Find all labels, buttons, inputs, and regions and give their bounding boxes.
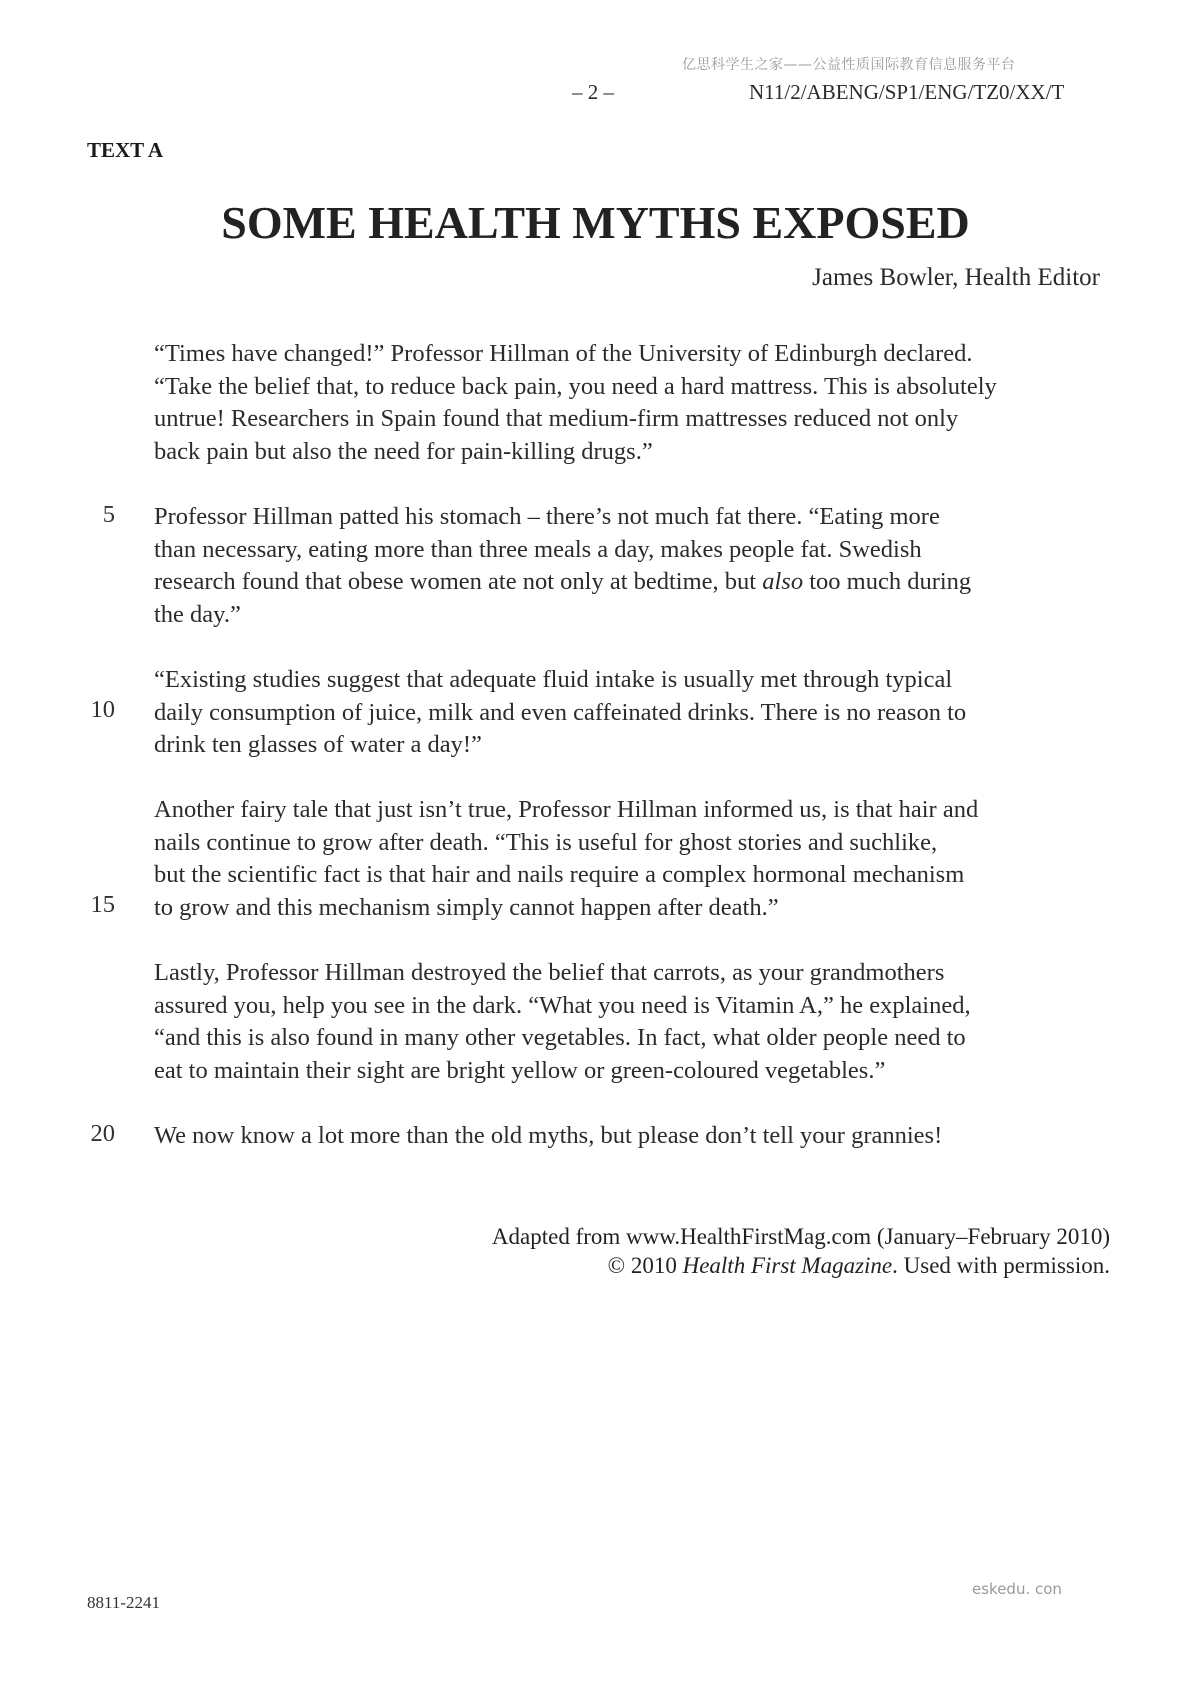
paragraph-line: “Existing studies suggest that adequate fluid intake is usually met through typical <box>154 666 953 693</box>
watermark-footer: eskedu. con <box>972 1580 1062 1598</box>
paragraph-1 <box>154 338 1100 468</box>
document-code: N11/2/ABENG/SP1/ENG/TZ0/XX/T <box>749 80 1065 104</box>
paragraph-3 <box>154 664 1100 762</box>
page-number: – 2 – <box>572 80 614 104</box>
paragraph-2 <box>154 501 1100 631</box>
paragraph-line: drink ten glasses of water a day!” <box>154 731 482 758</box>
paragraph-line: to grow and this mechanism simply cannot happen after death.” <box>154 893 779 921</box>
paragraph-6 <box>154 1120 1100 1153</box>
paragraph-5 <box>154 957 1100 1087</box>
paragraph-line: Professor Hillman patted his stomach – there’s not much fat there. “Eating more <box>154 503 940 530</box>
paragraph-line: but the scientific fact is that hair and nails require a complex hormonal mechanism <box>154 861 965 888</box>
line-number-10: 10 <box>90 696 115 723</box>
italic-emphasis: Health First Magazine <box>682 1253 893 1278</box>
text-run: too much during <box>803 568 972 595</box>
italic-emphasis: also <box>762 568 804 595</box>
paragraph-line: Lastly, Professor Hillman destroyed the belief that carrots, as your grandmothers <box>154 959 945 986</box>
paragraph-line: daily consumption of juice, milk and even caffeinated drinks. There is no reason to <box>154 698 967 726</box>
copyright-credit <box>608 1253 1110 1279</box>
paragraph-line: the day.” <box>154 600 241 628</box>
line-number-15: 15 <box>90 891 115 918</box>
paragraph-line: assured you, help you see in the dark. “What you need is Vitamin A,” he explained, <box>154 991 971 1019</box>
paragraph-4 <box>154 794 1100 924</box>
source-credit: Adapted from www.HealthFirstMag.com (January–February 2010) <box>491 1224 1110 1249</box>
paragraph-line <box>154 566 1100 599</box>
line-number-5: 5 <box>102 501 115 528</box>
text-run: © 2010 <box>607 1253 683 1278</box>
text-label: TEXT A <box>87 138 164 162</box>
text-run: research found that obese women ate not only at bedtime, but <box>154 568 763 595</box>
text-run: . Used with permission. <box>892 1253 1110 1278</box>
watermark-header: 亿思科学生之家——公益性质国际教育信息服务平台 <box>682 57 1016 73</box>
paragraph-line: “Take the belief that, to reduce back pain, you need a hard mattress. This is absolutely <box>154 372 997 400</box>
paragraph-line: back pain but also the need for pain-killing drugs.” <box>154 437 653 465</box>
article-title: SOME HEALTH MYTHS EXPOSED <box>221 197 970 248</box>
paragraph-line: nails continue to grow after death. “This is useful for ghost stories and suchlike, <box>154 828 938 856</box>
paragraph-line: “Times have changed!” Professor Hillman of the University of Edinburgh declared. <box>154 340 973 367</box>
paragraph-line: than necessary, eating more than three meals a day, makes people fat. Swedish <box>154 535 922 563</box>
line-number-20: 20 <box>90 1120 115 1147</box>
paragraph-line: We now know a lot more than the old myths, but please don’t tell your grannies! <box>154 1122 943 1149</box>
article-author: James Bowler, Health Editor <box>812 264 1100 291</box>
paragraph-line: eat to maintain their sight are bright yellow or green-coloured vegetables.” <box>154 1056 886 1084</box>
paragraph-line: “and this is also found in many other vegetables. In fact, what older people need to <box>154 1024 966 1051</box>
footer-code: 8811-2241 <box>87 1593 161 1612</box>
paragraph-line: Another fairy tale that just isn’t true, Professor Hillman informed us, is that hair and <box>154 796 979 823</box>
paragraph-line: untrue! Researchers in Spain found that medium-firm mattresses reduced not only <box>154 405 959 432</box>
